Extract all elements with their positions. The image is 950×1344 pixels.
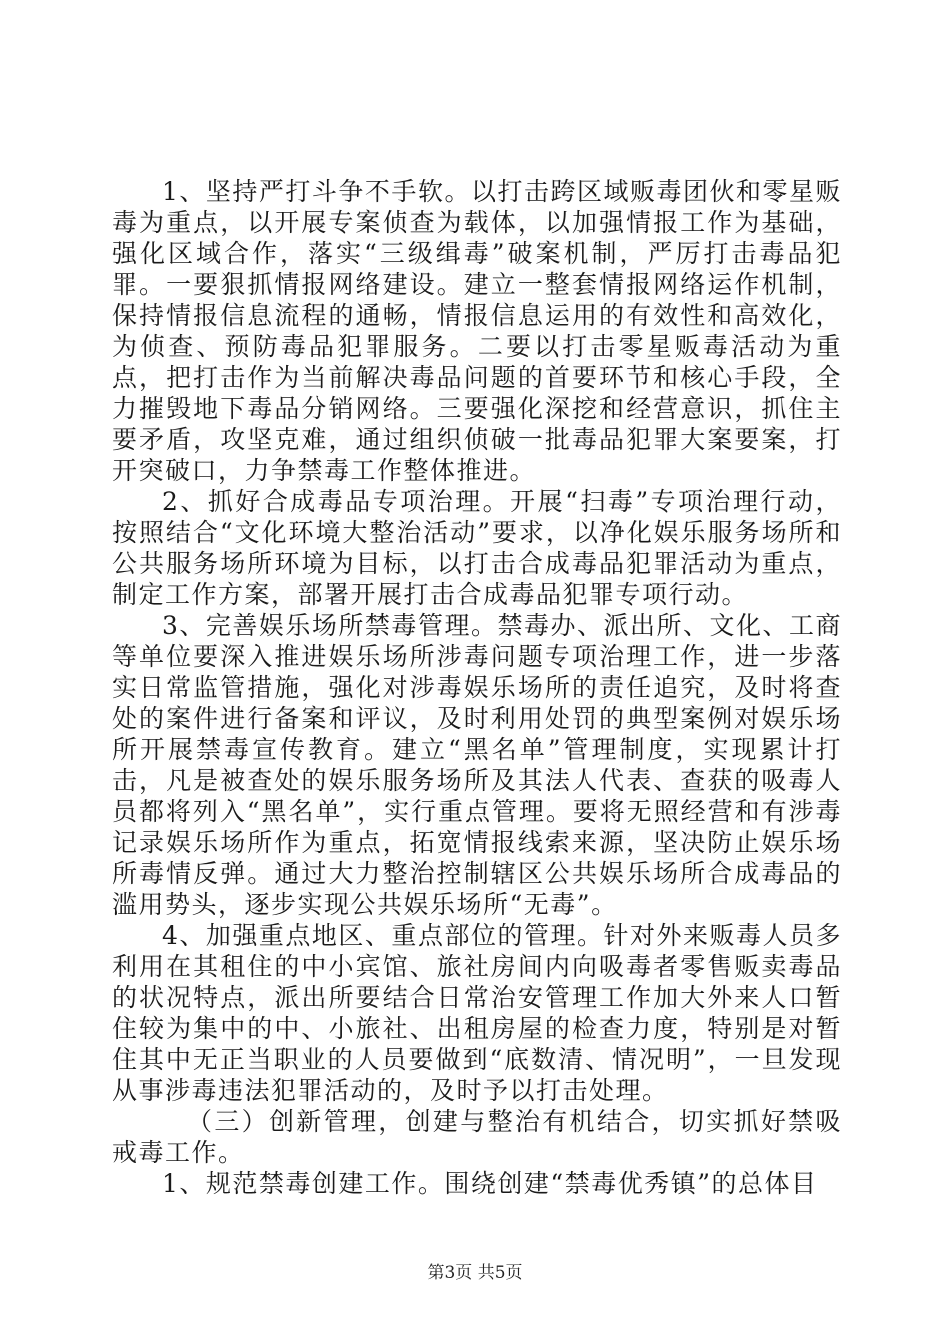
- paragraph-item-5: 1、规范禁毒创建工作。围绕创建“禁毒优秀镇”的总体目: [162, 1169, 818, 1198]
- paragraph-item-2: 2、抓好合成毒品专项治理。开展“扫毒”专项治理行动，按照结合“文化环境大整治活动”要求，以净化娱乐服务场所和公共服务场所环境为目标，以打击合成毒品犯罪活动为重点，制定工作方案，部署开展打击合成毒品犯罪专项行动。: [112, 487, 842, 609]
- paragraph-item-3: 3、完善娱乐场所禁毒管理。禁毒办、派出所、文化、工商等单位要深入推进娱乐场所涉毒问题专项治理工作，进一步落实日常监管措施，强化对涉毒娱乐场所的责任追究，及时将查处的案件进行备案和评议，及时利用处罚的典型案例对娱乐场所开展禁毒宣传教育。建立“黑名单”管理制度，实现累计打击，凡是被查处的娱乐服务场所及其法人代表、查获的吸毒人员都将列入“黑名单”，实行重点管理。要将无照经营和有涉毒记录娱乐场所作为重点，拓宽情报线索来源，坚决防止娱乐场所毒情反弹。通过大力整治控制辖区公共娱乐场所合成毒品的滥用势头，逐步实现公共娱乐场所“无毒”。: [112, 611, 842, 919]
- paragraph-item-1: 1、坚持严打斗争不手软。以打击跨区域贩毒团伙和零星贩毒为重点，以开展专案侦查为载体，以加强情报工作为基础，强化区域合作，落实“三级缉毒”破案机制，严厉打击毒品犯罪。一要狠抓情报网络建设。建立一整套情报网络运作机制，保持情报信息流程的通畅，情报信息运用的有效性和高效化，为侦查、预防毒品犯罪服务。二要以打击零星贩毒活动为重点，把打击作为当前解决毒品问题的首要环节和核心手段，全力摧毁地下毒品分销网络。三要强化深挖和经营意识，抓住主要矛盾，攻坚克难，通过组织侦破一批毒品犯罪大案要案，打开突破口，力争禁毒工作整体推进。: [112, 177, 842, 485]
- section-heading: （三）创新管理，创建与整治有机结合，切实抓好禁吸戒毒工作。: [112, 1107, 842, 1167]
- document-body: [112, 176, 842, 1199]
- paragraph-item-4: 4、加强重点地区、重点部位的管理。针对外来贩毒人员多利用在其租住的中小宾馆、旅社房间内向吸毒者零售贩卖毒品的状况特点，派出所要结合日常治安管理工作加大外来人口暂住较为集中的中、小旅社、出租房屋的检查力度，特别是对暂住其中无正当职业的人员要做到“底数清、情况明”，一旦发现从事涉毒违法犯罪活动的，及时予以打击处理。: [112, 921, 842, 1105]
- page-footer: [0, 1258, 950, 1283]
- page-number-label: 第3页 共5页: [427, 1263, 523, 1283]
